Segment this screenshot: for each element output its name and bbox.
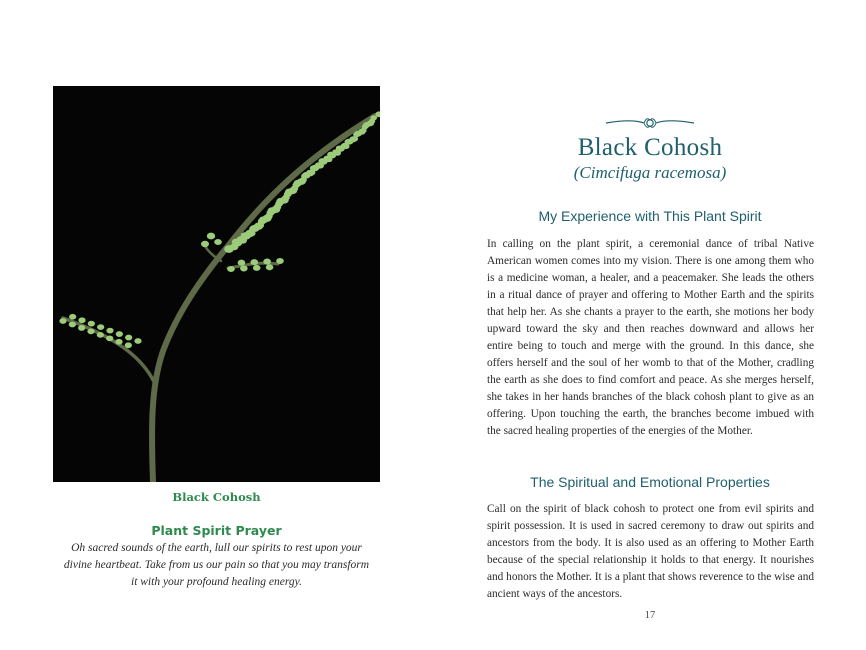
flower-bud: [87, 329, 94, 335]
flower-bud: [240, 265, 248, 271]
flower-bud: [201, 241, 209, 247]
flower-bud: [97, 332, 104, 338]
flower-bud: [69, 322, 76, 328]
flower-bud: [97, 324, 104, 330]
black-cohosh-image: [53, 86, 380, 482]
flower-bud: [106, 328, 113, 334]
flower-bud: [369, 119, 375, 124]
section-heading-experience: My Experience with This Plant Spirit: [538, 208, 762, 224]
flower-bud: [78, 325, 85, 331]
plant-photo: [53, 86, 380, 482]
flower-bud: [266, 264, 274, 270]
botanical-name: [487, 163, 813, 183]
section-text-properties: Call on the spirit of black cohosh to protect one from evil spirits and spirit possession. It is used in sacred ceremony to draw out spirits and ancestors from the body. It is also used as an offering to Mother Earth because of the special relationship it holds to that energy. It nourishes and honors the Mother. It is a plant that shows reverence to the wise and ancient ways of the ancestors.: [487, 503, 814, 600]
flower-bud: [227, 266, 235, 272]
flower-bud: [125, 342, 132, 348]
flower-bud: [88, 321, 95, 327]
page-title: Black Cohosh: [577, 134, 723, 161]
flower-bud: [250, 259, 258, 265]
prayer-title: Plant Spirit Prayer: [151, 523, 282, 538]
decorative-flourish-icon: [604, 116, 696, 130]
flower-bud: [115, 339, 122, 345]
flower-bud: [59, 318, 66, 324]
page-number: 17: [644, 610, 656, 621]
section-text-experience: In calling on the plant spirit, a ceremonial dance of tribal Native American women comes into my vision. There is one among them who is a medicine woman, a healer, and a peacemaker. She leads the others in a ritual dance of prayer and offering to Mother Earth and the spirits that help her. As she chants a prayer to the earth, she motions her body upward toward the sky and then reaches downward and allows her entire being to touch and merge with the ground. In this dance, she offers herself and the soul of her womb to that of the Mother, cradling the earth as she does to find comfort and peace. As she merges herself, she takes in her hands branches of the black cohosh plant to give as an offering. Upon touching the earth, the branches become imbued with the sacred healing properties of the energies of the Mother.: [487, 238, 814, 437]
flower-bud: [363, 122, 370, 128]
flower-bud: [106, 335, 113, 341]
flower-bud: [253, 265, 261, 271]
botanical-name-text: (Cimcifuga racemosa): [573, 163, 727, 182]
flower-bud: [276, 258, 284, 264]
photo-caption: Black Cohosh: [172, 490, 261, 504]
flower-bud: [214, 239, 222, 245]
section-heading-properties: The Spiritual and Emotional Properties: [530, 474, 770, 490]
flower-bud: [78, 317, 85, 323]
flower-bud: [263, 259, 271, 265]
flower-bud: [273, 204, 281, 210]
flower-bud: [282, 195, 290, 201]
flower-bud: [134, 338, 141, 344]
flower-bud: [116, 331, 123, 337]
flower-bud: [360, 128, 367, 133]
flower-bud: [238, 260, 246, 266]
prayer-text: Oh sacred sounds of the earth, lull our spirits to rest upon your divine heartbeat. Take from us our pain so that you may transform it with your profound healing energy.: [63, 542, 370, 588]
flower-bud: [125, 335, 132, 341]
flower-bud: [69, 314, 76, 320]
flower-bud: [351, 136, 358, 141]
flower-bud: [207, 233, 215, 240]
